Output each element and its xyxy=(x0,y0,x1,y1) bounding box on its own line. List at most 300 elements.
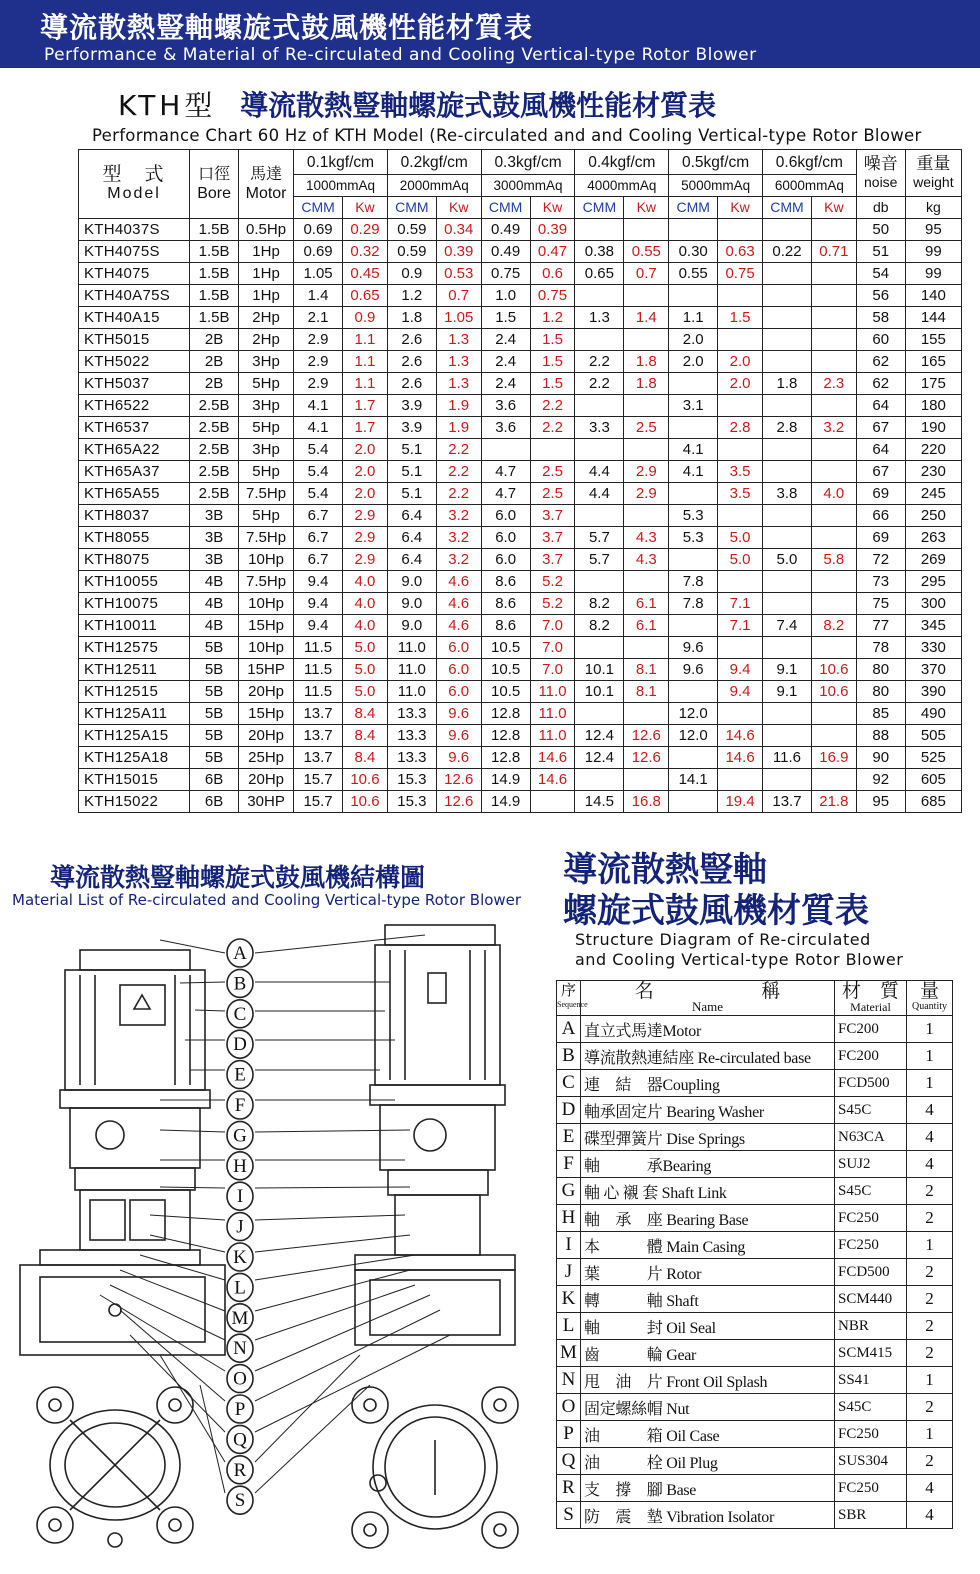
bore-cell: 1.5B xyxy=(190,219,239,241)
model-cell: KTH8055 xyxy=(79,527,190,549)
kw-cell: 1.5 xyxy=(530,329,575,351)
weight-cell: 370 xyxy=(905,659,961,681)
kw-cell: 1.5 xyxy=(530,351,575,373)
kw-cell xyxy=(624,329,669,351)
cmm-cell: 10.5 xyxy=(481,681,530,703)
material-row xyxy=(557,1367,953,1394)
motor-cell: 15HP xyxy=(239,659,294,681)
kw-cell xyxy=(624,769,669,791)
cmm-cell xyxy=(763,527,812,549)
bore-cell: 5B xyxy=(190,637,239,659)
kw-cell xyxy=(811,285,856,307)
cmm-cell: 4.7 xyxy=(481,483,530,505)
weight-cell: 685 xyxy=(905,791,961,813)
mat-head-name: 名 稱 Name xyxy=(581,981,835,1016)
cmm-cell: 0.59 xyxy=(387,241,436,263)
callout-label: C xyxy=(233,1003,247,1025)
table-row xyxy=(79,351,962,373)
material-seq-cell: E xyxy=(557,1124,581,1151)
cmm-cell: 9.4 xyxy=(294,615,343,637)
cmm-cell: 1.3 xyxy=(575,307,624,329)
material-qty-cell: 2 xyxy=(907,1448,953,1475)
weight-cell: 165 xyxy=(905,351,961,373)
cmm-cell: 10.5 xyxy=(481,659,530,681)
cmm-cell xyxy=(763,395,812,417)
model-cell: KTH40A75S xyxy=(79,285,190,307)
cmm-cell: 1.05 xyxy=(294,263,343,285)
material-material-cell: FCD500 xyxy=(835,1259,907,1286)
cmm-cell xyxy=(763,329,812,351)
kw-header: Kw xyxy=(343,197,388,219)
table-row xyxy=(79,725,962,747)
cmm-cell: 14.9 xyxy=(481,769,530,791)
bore-cell: 2.5B xyxy=(190,483,239,505)
cmm-cell: 0.69 xyxy=(294,219,343,241)
kw-cell: 12.6 xyxy=(624,747,669,769)
material-qty-cell: 2 xyxy=(907,1178,953,1205)
callout-label: K xyxy=(233,1247,247,1268)
model-cell: KTH12575 xyxy=(79,637,190,659)
noise-cell: 75 xyxy=(856,593,905,615)
motor-cell: 2Hp xyxy=(239,329,294,351)
material-material-cell: FC200 xyxy=(835,1016,907,1043)
kw-cell: 1.2 xyxy=(530,307,575,329)
noise-cell: 95 xyxy=(856,791,905,813)
kw-cell: 0.7 xyxy=(624,263,669,285)
material-seq-cell: L xyxy=(557,1313,581,1340)
kw-cell: 5.0 xyxy=(718,549,763,571)
weight-cell: 269 xyxy=(905,549,961,571)
noise-cell: 92 xyxy=(856,769,905,791)
cmm-cell xyxy=(575,769,624,791)
kw-cell: 2.9 xyxy=(624,483,669,505)
weight-cell: 144 xyxy=(905,307,961,329)
material-table-body xyxy=(557,1016,953,1529)
cmm-cell xyxy=(763,725,812,747)
kw-cell xyxy=(624,637,669,659)
structure-title-zh: 導流散熱豎軸螺旋式鼓風機結構圖 xyxy=(50,863,426,892)
kw-cell: 2.2 xyxy=(436,461,481,483)
cmm-cell: 3.6 xyxy=(481,395,530,417)
cmm-cell: 0.30 xyxy=(669,241,718,263)
weight-cell: 140 xyxy=(905,285,961,307)
table-row xyxy=(79,593,962,615)
weight-cell: 155 xyxy=(905,329,961,351)
kw-cell: 6.1 xyxy=(624,615,669,637)
callout-label: E xyxy=(234,1064,246,1086)
material-qty-cell: 4 xyxy=(907,1097,953,1124)
motor-cell: 20Hp xyxy=(239,769,294,791)
material-row xyxy=(557,1043,953,1070)
material-seq-cell: M xyxy=(557,1340,581,1367)
cmm-cell: 0.75 xyxy=(481,263,530,285)
cmm-cell: 9.1 xyxy=(763,681,812,703)
noise-cell: 67 xyxy=(856,417,905,439)
kw-cell: 4.0 xyxy=(343,571,388,593)
material-name-cell: 連 結 器Coupling xyxy=(581,1070,835,1097)
motor-cell: 3Hp xyxy=(239,351,294,373)
kw-cell: 8.1 xyxy=(624,659,669,681)
cmm-cell: 10.5 xyxy=(481,637,530,659)
kw-cell: 21.8 xyxy=(811,791,856,813)
cmm-cell: 13.3 xyxy=(387,703,436,725)
kw-cell: 4.6 xyxy=(436,593,481,615)
callout-label: G xyxy=(233,1125,247,1147)
table-row xyxy=(79,791,962,813)
pressure-header: 0.1kgf/cm xyxy=(294,150,388,175)
kw-cell xyxy=(718,329,763,351)
kw-cell: 5.0 xyxy=(718,527,763,549)
cmm-cell: 15.3 xyxy=(387,769,436,791)
col-motor-header: 馬達 Motor xyxy=(239,150,294,219)
weight-cell: 505 xyxy=(905,725,961,747)
bore-cell: 2.5B xyxy=(190,395,239,417)
cmm-cell xyxy=(763,307,812,329)
model-cell: KTH12511 xyxy=(79,659,190,681)
bore-cell: 1.5B xyxy=(190,285,239,307)
kw-cell xyxy=(811,703,856,725)
material-seq-cell: D xyxy=(557,1097,581,1124)
material-name-cell: 齒 輪 Gear xyxy=(581,1340,835,1367)
pressure-header: 0.6kgf/cm xyxy=(763,150,857,175)
weight-cell: 230 xyxy=(905,461,961,483)
kw-cell: 3.5 xyxy=(718,483,763,505)
material-qty-cell: 1 xyxy=(907,1070,953,1097)
kw-cell: 1.5 xyxy=(718,307,763,329)
callout-label: M xyxy=(231,1307,249,1329)
noise-cell: 80 xyxy=(856,659,905,681)
kw-cell: 0.65 xyxy=(343,285,388,307)
cmm-cell: 3.8 xyxy=(763,483,812,505)
kw-cell: 6.0 xyxy=(436,659,481,681)
header-title-en: Performance & Material of Re-circulated and Cooling Vertical-type Rotor Blower xyxy=(44,45,757,65)
noise-cell: 78 xyxy=(856,637,905,659)
material-row xyxy=(557,1178,953,1205)
table-row xyxy=(79,395,962,417)
model-cell: KTH10075 xyxy=(79,593,190,615)
bore-cell: 5B xyxy=(190,747,239,769)
chart-title-zh: 導流散熱豎軸螺旋式鼓風機性能材質表 xyxy=(240,89,717,122)
material-title-zh: 導流散熱豎軸 螺旋式鼓風機材質表 xyxy=(563,850,869,931)
kw-cell xyxy=(718,637,763,659)
kw-cell: 12.6 xyxy=(436,791,481,813)
cmm-cell: 12.4 xyxy=(575,725,624,747)
cmm-cell: 2.1 xyxy=(294,307,343,329)
weight-cell: 250 xyxy=(905,505,961,527)
kw-cell xyxy=(718,219,763,241)
bore-cell: 2.5B xyxy=(190,417,239,439)
bore-cell: 2B xyxy=(190,351,239,373)
kw-cell xyxy=(811,593,856,615)
kw-cell: 2.0 xyxy=(718,373,763,395)
noise-cell: 66 xyxy=(856,505,905,527)
material-material-cell: SCM415 xyxy=(835,1340,907,1367)
kw-cell: 4.6 xyxy=(436,571,481,593)
kw-cell: 10.6 xyxy=(811,659,856,681)
material-name-cell: 軸 心 襯 套 Shaft Link xyxy=(581,1178,835,1205)
weight-cell: 220 xyxy=(905,439,961,461)
kw-cell: 5.2 xyxy=(530,571,575,593)
motor-cell: 15Hp xyxy=(239,615,294,637)
cmm-cell: 5.3 xyxy=(669,505,718,527)
kw-cell: 2.8 xyxy=(718,417,763,439)
kw-cell: 2.2 xyxy=(530,395,575,417)
noise-cell: 62 xyxy=(856,373,905,395)
cmm-cell xyxy=(669,615,718,637)
kw-cell: 2.2 xyxy=(530,417,575,439)
noise-cell: 72 xyxy=(856,549,905,571)
kw-cell: 9.6 xyxy=(436,703,481,725)
noise-cell: 62 xyxy=(856,351,905,373)
right-motor-drawing xyxy=(355,925,515,1345)
cmm-cell: 0.59 xyxy=(387,219,436,241)
kw-cell: 1.5 xyxy=(530,373,575,395)
motor-cell: 5Hp xyxy=(239,505,294,527)
left-base-drawing xyxy=(37,1387,193,1547)
kw-cell: 1.1 xyxy=(343,373,388,395)
mmaq-header: 2000mmAq xyxy=(387,175,481,197)
material-name-cell: 直立式馬達Motor xyxy=(581,1016,835,1043)
cmm-cell xyxy=(763,571,812,593)
weight-cell: 180 xyxy=(905,395,961,417)
motor-cell: 3Hp xyxy=(239,395,294,417)
kw-cell: 7.0 xyxy=(530,659,575,681)
table-row xyxy=(79,747,962,769)
bore-cell: 5B xyxy=(190,703,239,725)
material-row xyxy=(557,1259,953,1286)
kw-cell: 8.1 xyxy=(624,681,669,703)
kw-cell: 0.39 xyxy=(530,219,575,241)
cmm-cell xyxy=(575,329,624,351)
cmm-cell: 2.4 xyxy=(481,329,530,351)
model-cell: KTH6522 xyxy=(79,395,190,417)
pressure-header: 0.4kgf/cm xyxy=(575,150,669,175)
kw-cell: 5.0 xyxy=(343,681,388,703)
cmm-cell: 15.7 xyxy=(294,791,343,813)
callout-label: R xyxy=(233,1459,247,1481)
cmm-cell: 11.5 xyxy=(294,637,343,659)
material-qty-cell: 1 xyxy=(907,1043,953,1070)
kw-cell: 4.0 xyxy=(811,483,856,505)
performance-table xyxy=(78,149,962,813)
kw-cell: 5.0 xyxy=(343,659,388,681)
material-name-cell: 軸承固定片 Bearing Washer xyxy=(581,1097,835,1124)
cmm-cell: 0.55 xyxy=(669,263,718,285)
cmm-cell: 9.6 xyxy=(669,637,718,659)
mmaq-header: 5000mmAq xyxy=(669,175,763,197)
kw-cell: 16.8 xyxy=(624,791,669,813)
cmm-cell xyxy=(575,439,624,461)
material-name-cell: 軸 承 座 Bearing Base xyxy=(581,1205,835,1232)
weight-cell: 390 xyxy=(905,681,961,703)
cmm-cell: 4.7 xyxy=(481,461,530,483)
weight-cell: 295 xyxy=(905,571,961,593)
kw-cell: 2.0 xyxy=(343,461,388,483)
chart-title xyxy=(118,84,716,124)
weight-cell: 490 xyxy=(905,703,961,725)
material-qty-cell: 2 xyxy=(907,1286,953,1313)
kw-cell: 3.2 xyxy=(436,505,481,527)
callout-label: P xyxy=(234,1399,246,1420)
cmm-cell xyxy=(575,571,624,593)
mmaq-header: 6000mmAq xyxy=(763,175,857,197)
bore-cell: 1.5B xyxy=(190,307,239,329)
motor-cell: 7.5Hp xyxy=(239,483,294,505)
cmm-cell: 13.3 xyxy=(387,747,436,769)
material-seq-cell: I xyxy=(557,1232,581,1259)
material-seq-cell: O xyxy=(557,1394,581,1421)
material-row xyxy=(557,1502,953,1529)
cmm-cell xyxy=(575,219,624,241)
cmm-cell: 8.6 xyxy=(481,571,530,593)
motor-cell: 5Hp xyxy=(239,373,294,395)
material-row xyxy=(557,1313,953,1340)
col-bore-header: 口徑 Bore xyxy=(190,150,239,219)
cmm-cell: 2.8 xyxy=(763,417,812,439)
kw-cell: 10.6 xyxy=(343,791,388,813)
kw-cell: 4.0 xyxy=(343,593,388,615)
mmaq-header: 1000mmAq xyxy=(294,175,388,197)
material-row xyxy=(557,1016,953,1043)
kw-cell xyxy=(624,571,669,593)
cmm-cell xyxy=(763,351,812,373)
cmm-cell: 10.1 xyxy=(575,659,624,681)
motor-cell: 1Hp xyxy=(239,241,294,263)
motor-cell: 10Hp xyxy=(239,593,294,615)
bore-cell: 4B xyxy=(190,571,239,593)
kw-header: Kw xyxy=(624,197,669,219)
noise-cell: 73 xyxy=(856,571,905,593)
cmm-cell: 11.0 xyxy=(387,637,436,659)
cmm-cell: 5.1 xyxy=(387,461,436,483)
weight-unit: kg xyxy=(905,197,961,219)
cmm-cell: 2.9 xyxy=(294,351,343,373)
cmm-cell: 6.0 xyxy=(481,549,530,571)
bore-cell: 3B xyxy=(190,527,239,549)
cmm-cell: 3.6 xyxy=(481,417,530,439)
kw-cell: 1.9 xyxy=(436,417,481,439)
cmm-cell: 2.4 xyxy=(481,373,530,395)
noise-cell: 69 xyxy=(856,527,905,549)
mmaq-header: 4000mmAq xyxy=(575,175,669,197)
cmm-cell xyxy=(575,285,624,307)
weight-cell: 345 xyxy=(905,615,961,637)
weight-cell: 330 xyxy=(905,637,961,659)
model-cell: KTH12515 xyxy=(79,681,190,703)
material-material-cell: FC250 xyxy=(835,1421,907,1448)
cmm-cell: 13.7 xyxy=(763,791,812,813)
motor-cell: 3Hp xyxy=(239,439,294,461)
cmm-cell: 1.8 xyxy=(763,373,812,395)
kw-cell xyxy=(624,219,669,241)
kw-cell xyxy=(718,395,763,417)
callout-leader-lines xyxy=(100,935,450,1493)
material-seq-cell: H xyxy=(557,1205,581,1232)
kw-cell xyxy=(718,571,763,593)
cmm-cell: 2.6 xyxy=(387,329,436,351)
cmm-cell xyxy=(763,219,812,241)
kw-cell: 1.1 xyxy=(343,329,388,351)
kw-cell xyxy=(811,219,856,241)
kw-cell: 2.5 xyxy=(530,461,575,483)
kw-cell: 11.0 xyxy=(530,725,575,747)
cmm-cell: 12.0 xyxy=(669,725,718,747)
cmm-cell: 4.4 xyxy=(575,461,624,483)
kw-cell: 3.7 xyxy=(530,505,575,527)
material-material-cell: SCM440 xyxy=(835,1286,907,1313)
kw-header: Kw xyxy=(811,197,856,219)
material-material-cell: SUS304 xyxy=(835,1448,907,1475)
right-base-drawing xyxy=(352,1387,518,1548)
cmm-cell xyxy=(669,219,718,241)
material-name-cell: 轉 軸 Shaft xyxy=(581,1286,835,1313)
callout-label: L xyxy=(234,1277,246,1299)
bore-cell: 4B xyxy=(190,593,239,615)
bore-cell: 2B xyxy=(190,373,239,395)
model-cell: KTH125A11 xyxy=(79,703,190,725)
kw-cell: 14.6 xyxy=(718,747,763,769)
motor-cell: 25Hp xyxy=(239,747,294,769)
model-cell: KTH125A15 xyxy=(79,725,190,747)
kw-cell: 6.0 xyxy=(436,681,481,703)
motor-cell: 0.5Hp xyxy=(239,219,294,241)
cmm-cell: 9.4 xyxy=(294,571,343,593)
motor-cell: 20Hp xyxy=(239,681,294,703)
kw-cell: 9.4 xyxy=(718,681,763,703)
material-qty-cell: 1 xyxy=(907,1232,953,1259)
kw-cell: 5.0 xyxy=(343,637,388,659)
kw-cell: 1.1 xyxy=(343,351,388,373)
cmm-cell: 1.0 xyxy=(481,285,530,307)
bore-cell: 4B xyxy=(190,615,239,637)
cmm-cell: 0.49 xyxy=(481,241,530,263)
kw-cell: 14.6 xyxy=(530,747,575,769)
noise-cell: 54 xyxy=(856,263,905,285)
material-name-cell: 葉 片 Rotor xyxy=(581,1259,835,1286)
model-cell: KTH5022 xyxy=(79,351,190,373)
cmm-cell: 9.1 xyxy=(763,659,812,681)
material-material-cell: SUJ2 xyxy=(835,1151,907,1178)
cmm-cell: 12.0 xyxy=(669,703,718,725)
kw-cell: 8.2 xyxy=(811,615,856,637)
table-row xyxy=(79,373,962,395)
bore-cell: 2.5B xyxy=(190,461,239,483)
weight-cell: 300 xyxy=(905,593,961,615)
kw-cell xyxy=(718,439,763,461)
cmm-cell: 11.5 xyxy=(294,659,343,681)
material-seq-cell: G xyxy=(557,1178,581,1205)
mat-head-qty: 量 Quantity xyxy=(907,981,953,1016)
mmaq-header: 3000mmAq xyxy=(481,175,575,197)
kw-cell: 4.3 xyxy=(624,549,669,571)
material-qty-cell: 2 xyxy=(907,1259,953,1286)
kw-cell: 1.3 xyxy=(436,329,481,351)
weight-cell: 190 xyxy=(905,417,961,439)
table-row xyxy=(79,461,962,483)
cmm-cell: 6.7 xyxy=(294,549,343,571)
material-qty-cell: 2 xyxy=(907,1205,953,1232)
cmm-cell: 0.22 xyxy=(763,241,812,263)
cmm-cell: 11.0 xyxy=(387,659,436,681)
material-name-cell: 油 栓 Oil Plug xyxy=(581,1448,835,1475)
material-row xyxy=(557,1421,953,1448)
cmm-cell: 0.49 xyxy=(481,219,530,241)
mat-head-material: 材 質 Material xyxy=(835,981,907,1016)
model-cell: KTH40A15 xyxy=(79,307,190,329)
cmm-cell: 5.7 xyxy=(575,527,624,549)
weight-cell: 525 xyxy=(905,747,961,769)
callout-label: J xyxy=(236,1216,244,1238)
